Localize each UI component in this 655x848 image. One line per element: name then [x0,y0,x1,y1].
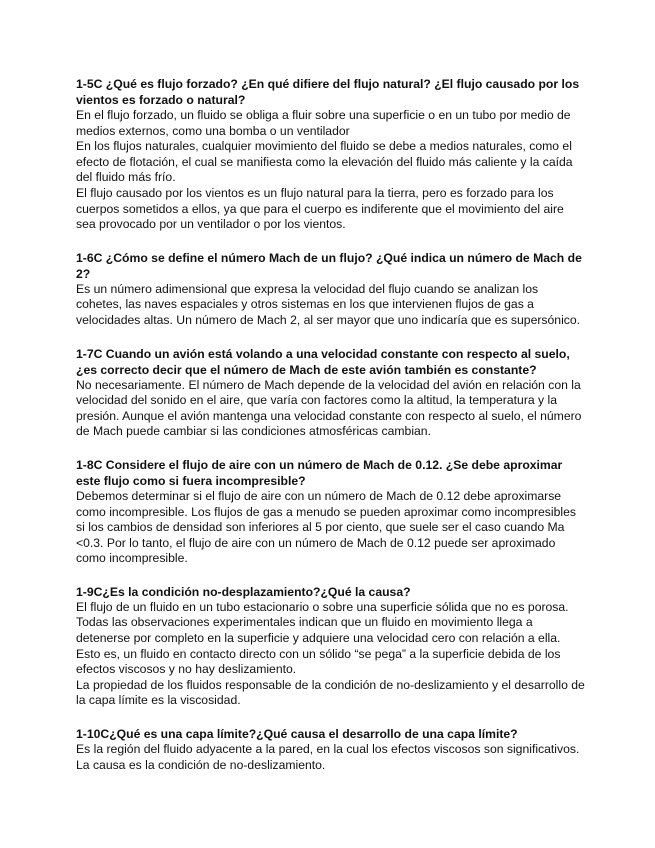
answer-paragraph: En los flujos naturales, cualquier movimiento del fluido se debe a medios naturales, como el efecto de flotación, el cual se manifiesta como la elevación del fluido más caliente y la caída del fluido más frío. [76,139,573,185]
answer-paragraph: Es un número adimensional que expresa la velocidad del flujo cuando se analizan los cohetes, las naves espaciales y otros sistemas en los que intervienen flujos de gas a velocidades altas. Un número de Mach 2, al ser mayor que uno indicaría que es supersónico. [76,281,581,327]
question-heading: 1-10C¿Qué es una capa límite?¿Qué causa el desarrollo de una capa límite? [76,727,518,742]
question-section-1-9c [76,584,585,709]
answer-paragraph: Debemos determinar si el flujo de aire con un número de Mach de 0.12 debe aproximarse como incompresible. Los flujos de gas a menudo se pueden aproximar como incompresibles si los cambios de densidad son inferiores al 5 por ciento, que suele ser el caso cuando Ma <0.3. Por lo tanto, el flujo de aire con un número de Mach de 0.12 puede ser aproximado como incompresible. [76,488,576,566]
question-heading: 1-6C ¿Cómo se define el número Mach de un flujo? ¿Qué indica un número de Mach de 2? [76,250,582,281]
question-heading: 1-8C Considere el flujo de aire con un número de Mach de 0.12. ¿Se debe aproximar este flujo como si fuera incompresible? [76,457,563,488]
question-heading: 1-5C ¿Qué es flujo forzado? ¿En qué difiere del flujo natural? ¿El flujo causado por los vientos es forzado o natural? [76,77,580,107]
question-heading: 1-9C¿Es la condición no-desplazamiento?¿Qué la causa? [76,584,411,599]
answer-paragraph: En el flujo forzado, un fluido se obliga a fluir sobre una superficie o en un tubo por medio de medios externos, como una bomba o un ventilador [76,108,571,138]
answer-paragraph: Es la región del fluido adyacente a la pared, en la cual los efectos viscosos son significativos. [76,742,580,757]
answer-paragraph: El flujo causado por los vientos es un flujo natural para la tierra, pero es forzado para los cuerpos sometidos a ellos, ya que para el cuerpo es indiferente que el movimiento del aire sea provocado por un ventilador o por los vientos. [76,185,564,232]
answer-paragraph: No necesariamente. El número de Mach depende de la velocidad del avión en relación con la velocidad del sonido en el aire, que varía con factores como la altitud, la temperatura y la presión. Aunque el avión mantenga una velocidad constante con respecto al suelo, el número de Mach puede cambiar si las condiciones atmosféricas cambian. [76,377,582,439]
question-heading: 1-7C Cuando un avión está volando a una velocidad constante con respecto al suelo, ¿es correcto decir que el número de Mach de este avión también es constante? [76,346,570,377]
question-section-1-5c [76,76,585,233]
question-section-1-7c [76,346,585,440]
question-section-1-6c [76,250,585,329]
question-section-1-10c [76,726,585,773]
answer-paragraph: El flujo de un fluido en un tubo estacionario o sobre una superficie sólida que no es porosa. Todas las observaciones experimentales indican que un fluido en movimiento llega a detenerse por completo en la superficie y adquiere una velocidad cero con relación a ella. Esto es, un fluido en contacto directo con un sólido “se pega” a la superficie debida de los efectos viscosos y no hay deslizamiento. [76,599,569,677]
answer-paragraph: La propiedad de los fluidos responsable de la condición de no-deslizamiento y el desarrollo de la capa límite es la viscosidad. [76,677,585,708]
question-section-1-8c [76,457,585,567]
answer-paragraph: La causa es la condición de no-deslizamiento. [76,757,326,772]
